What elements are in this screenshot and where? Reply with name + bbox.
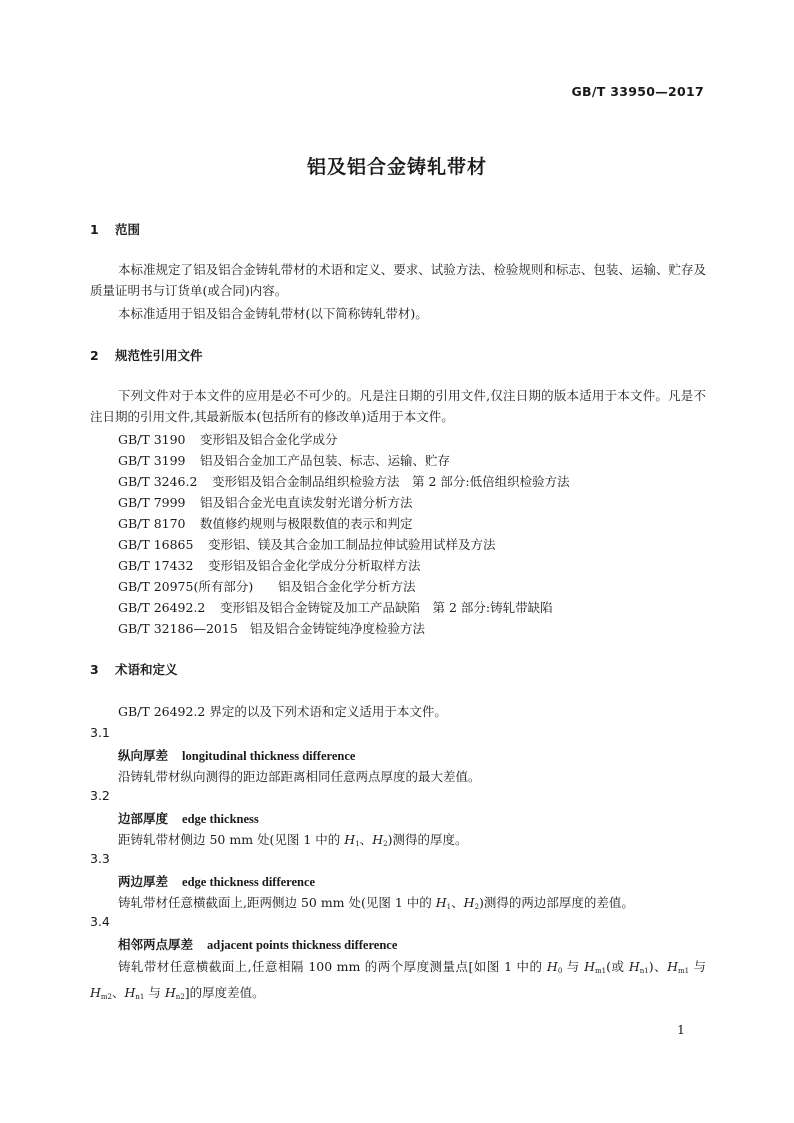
term-entry [118,872,315,890]
reference-code: GB/T 20975(所有部分) [118,579,254,594]
section-1-heading [90,220,140,238]
reference-item [118,619,425,637]
reference-code: GB/T 7999 [118,495,186,510]
symbol-h: H [372,832,384,847]
symbol-h: H [435,895,447,910]
definition-text: ]的厚度差值。 [184,985,265,1000]
reference-item [118,598,553,616]
term-zh: 边部厚度 [118,811,169,826]
page-number: 1 [677,1022,685,1037]
normative-references-intro: 下列文件对于本文件的应用是必不可少的。凡是注日期的引用文件,仅注日期的版本适用于本文件。凡是不注日期的引用文件,其最新版本(包括所有的修改单)适用于本文件。 [90,388,706,424]
reference-item [118,472,570,490]
section-number: 2 [90,348,99,363]
reference-code: GB/T 3246.2 [118,474,198,489]
section-number: 1 [90,222,99,237]
reference-title: 铝及铝合金加工产品包装、标志、运输、贮存 [200,453,451,468]
symbol-h: H [584,959,596,974]
reference-title: 变形铝及铝合金制品组织检验方法 第 2 部分:低倍组织检验方法 [212,474,570,489]
symbol-h: H [628,959,640,974]
term-en: adjacent points thickness difference [207,938,398,952]
reference-item [118,556,421,574]
definition-text: 与 [144,985,165,1000]
reference-item [118,493,413,511]
clause-number: 3.3 [90,851,110,866]
definition-text: (或 [606,959,629,974]
term-definition [90,956,706,1008]
term-en: longitudinal thickness difference [182,749,356,763]
reference-item [118,451,450,469]
reference-code: GB/T 26492.2 [118,600,206,615]
reference-title: 变形铝、镁及其合金加工制品拉伸试验用试样及方法 [208,537,496,552]
symbol-h: H [344,832,356,847]
symbol-h: H [164,985,176,1000]
reference-title: 铝及铝合金化学分析方法 [278,579,416,594]
symbol-subscript: n1 [639,967,649,975]
section-number: 3 [90,662,99,677]
reference-code: GB/T 3190 [118,432,186,447]
section-3-heading [90,660,178,678]
symbol-h: H [667,959,678,974]
definition-text: )、 [648,959,668,974]
reference-code: GB/T 8170 [118,516,186,531]
reference-title: 变形铝及铝合金化学成分分析取样方法 [208,558,421,573]
reference-code: GB/T 17432 [118,558,194,573]
symbol-subscript: m1 [595,967,607,975]
reference-item [118,535,496,553]
symbol-subscript: m2 [100,993,112,1001]
reference-title: 铝及铝合金光电直读发射光谱分析方法 [200,495,413,510]
definition-text: )测得的厚度。 [387,832,468,847]
reference-title: 变形铝及铝合金化学成分 [200,432,338,447]
term-definition [118,893,634,911]
reference-item [118,514,413,532]
separator: 、 [451,895,464,910]
clause-number: 3.4 [90,914,110,929]
symbol-h: H [546,959,558,974]
scope-paragraph-1: 本标准规定了铝及铝合金铸轧带材的术语和定义、要求、试验方法、检验规则和标志、包装、运输、贮存及质量证明书与订货单(或合同)内容。 [90,262,706,298]
symbol-subscript: n1 [135,993,145,1001]
section-title: 规范性引用文件 [115,348,203,363]
section-title: 术语和定义 [115,662,178,677]
symbol-h: H [463,895,475,910]
reference-code: GB/T 32186—2015 [118,621,238,636]
reference-title: 数值修约规则与极限数值的表示和判定 [200,516,413,531]
term-entry [118,809,259,827]
reference-title: 铝及铝合金铸锭纯净度检验方法 [250,621,426,636]
symbol-subscript: 2 [474,903,480,911]
definition-text: 、 [112,985,125,1000]
definition-text: )测得的两边部厚度的差值。 [479,895,634,910]
definition-text: 与 [562,959,585,974]
symbol-subscript: m1 [677,967,690,975]
symbol-subscript: 0 [557,967,563,975]
reference-code: GB/T 3199 [118,453,186,468]
separator: 、 [359,832,373,847]
definition-text: 铸轧带材任意横截面上,距两侧边 50 mm 处(见图 1 中的 [118,895,436,910]
term-zh: 两边厚差 [118,874,169,889]
symbol-subscript: 2 [383,840,388,848]
term-zh: 相邻两点厚差 [118,937,194,952]
term-definition: 沿铸轧带材纵向测得的距边部距离相同任意两点厚度的最大差值。 [118,769,481,784]
reference-item [118,430,338,448]
symbol-subscript: 1 [446,903,452,911]
document-title: 铝及铝合金铸轧带材 [306,156,487,178]
section-title: 范围 [115,222,141,237]
reference-code: GB/T 16865 [118,537,194,552]
term-en: edge thickness difference [182,875,316,889]
symbol-h: H [90,985,101,1000]
symbol-subscript: n2 [175,993,185,1001]
definition-text: 铸轧带材任意横截面上,任意相隔 100 mm 的两个厚度测量点[如图 1 中的 [118,959,547,974]
symbol-subscript: 1 [355,840,360,848]
reference-item [118,577,416,595]
term-zh: 纵向厚差 [118,748,169,763]
symbol-h: H [124,985,136,1000]
term-entry [118,746,355,764]
standard-code: GB/T 33950—2017 [571,84,704,99]
clause-number: 3.1 [90,725,110,740]
term-definition [118,830,467,848]
clause-number: 3.2 [90,788,110,803]
definition-text: 距铸轧带材侧边 50 mm 处(见图 1 中的 [118,832,345,847]
definition-text: 与 [689,959,706,974]
term-en: edge thickness [182,812,259,826]
reference-title: 变形铝及铝合金铸锭及加工产品缺陷 第 2 部分:铸轧带缺陷 [220,600,553,615]
scope-paragraph-2: 本标准适用于铝及铝合金铸轧带材(以下简称铸轧带材)。 [118,306,428,321]
term-entry [118,935,397,953]
section-2-heading [90,346,203,364]
terms-intro: GB/T 26492.2 界定的以及下列术语和定义适用于本文件。 [118,704,447,719]
